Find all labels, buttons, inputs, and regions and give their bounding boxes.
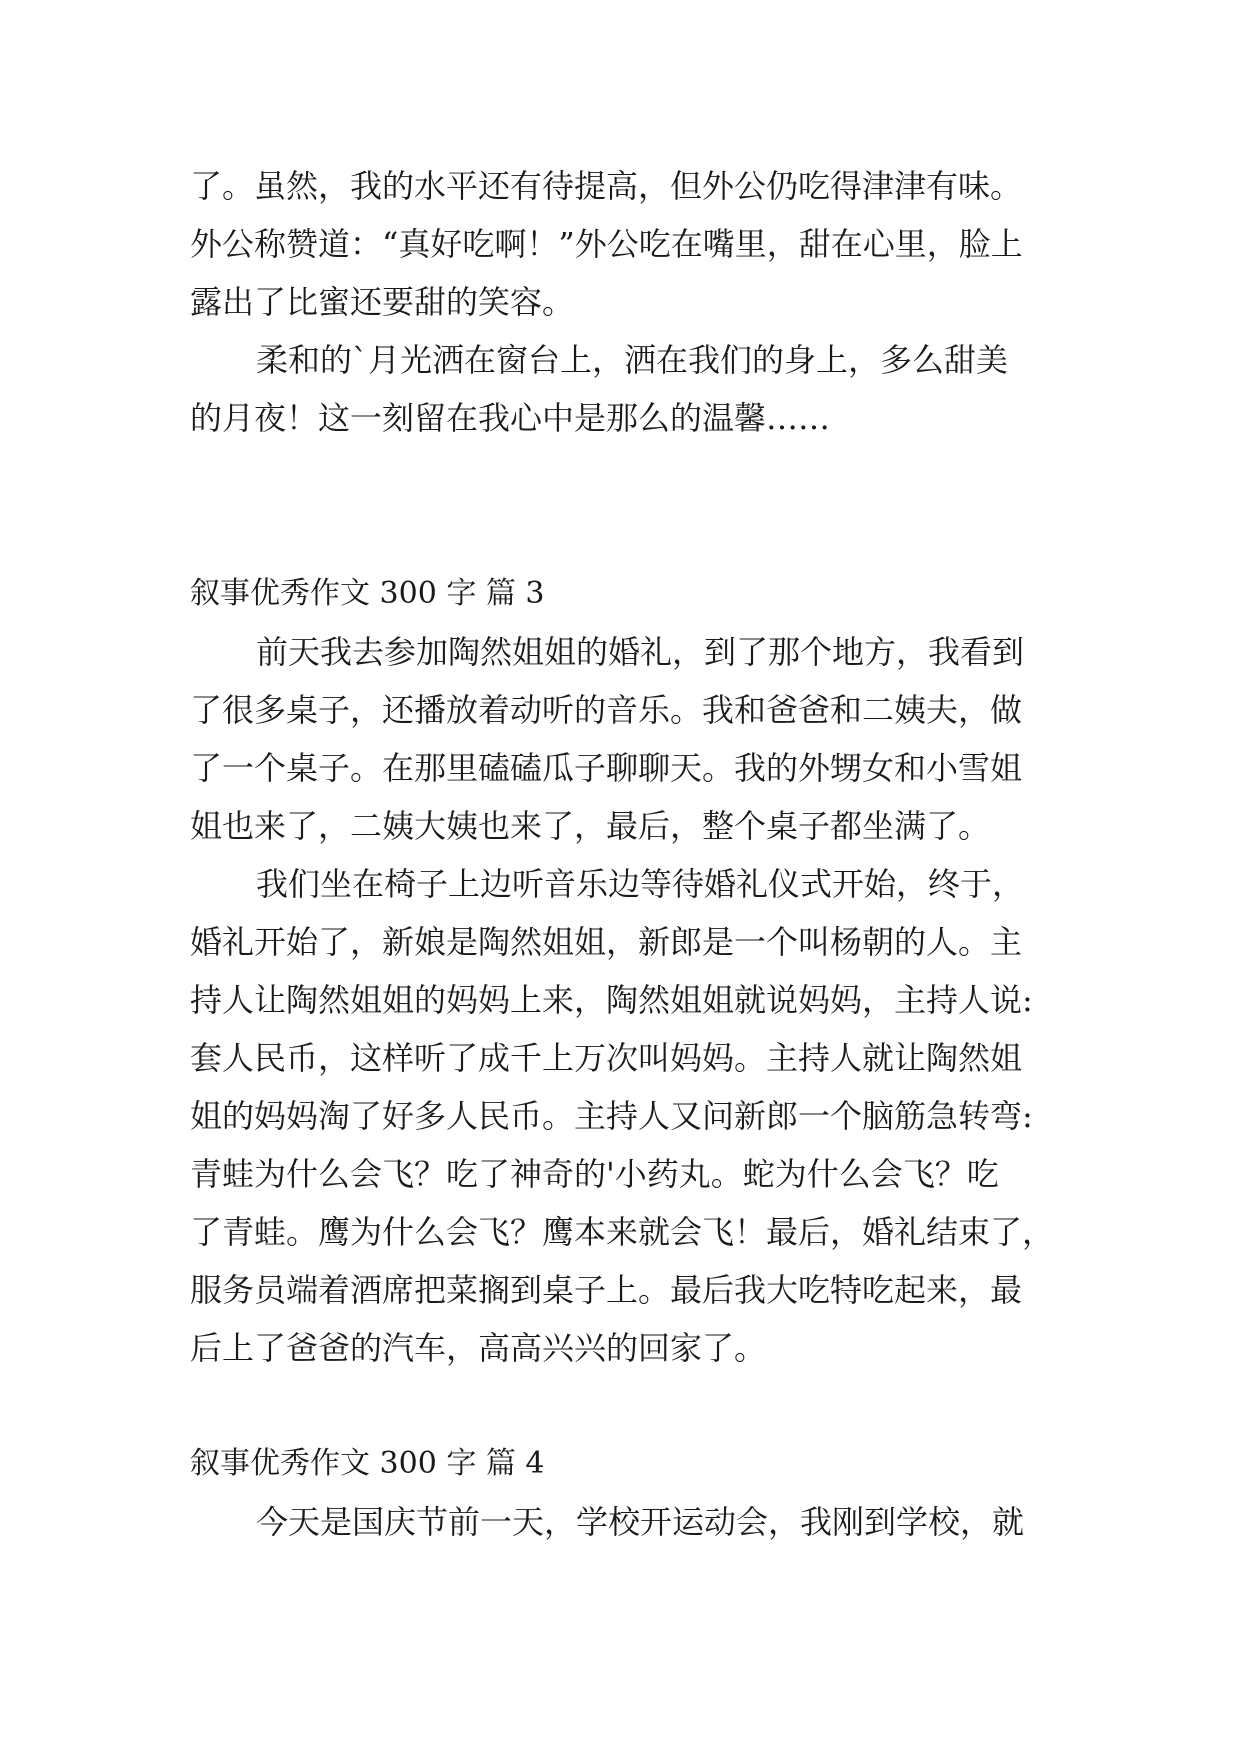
text-line: 姐的妈妈淘了好多人民币。主持人又问新郎一个脑筋急转弯:	[190, 1097, 1033, 1135]
text-line: 了。虽然，我的水平还有待提高，但外公仍吃得津津有味。	[190, 167, 1023, 205]
text-line: 婚礼开始了，新娘是陶然姐姐，新郎是一个叫杨朝的人。主	[190, 923, 1023, 961]
section-heading: 叙事优秀作文 300 字 篇 4	[190, 1446, 545, 1481]
text-line: 露出了比蜜还要甜的笑容。	[190, 283, 575, 321]
text-line: 的月夜！这一刻留在我心中是那么的温馨……	[190, 399, 831, 437]
section-heading: 叙事优秀作文 300 字 篇 3	[190, 576, 545, 611]
text-line: 套人民币，这样听了成千上万次叫妈妈。主持人就让陶然姐	[190, 1039, 1023, 1077]
text-line: 服务员端着酒席把菜搁到桌子上。最后我大吃特吃起来，最	[190, 1271, 1023, 1309]
text-line: 了青蛙。鹰为什么会飞？鹰本来就会飞！最后，婚礼结束了，	[190, 1213, 1055, 1251]
text-line: 青蛙为什么会飞？吃了神奇的'小药丸。蛇为什么会飞？吃	[190, 1155, 999, 1193]
text-line: 外公称赞道：“真好吃啊！”外公吃在嘴里，甜在心里，脸上	[190, 225, 1023, 263]
text-line: 前天我去参加陶然姐姐的婚礼，到了那个地方，我看到	[256, 633, 1025, 671]
text-line: 姐也来了，二姨大姨也来了，最后，整个桌子都坐满了。	[190, 807, 991, 845]
text-line: 柔和的`月光洒在窗台上，洒在我们的身上，多么甜美	[256, 341, 1009, 379]
text-line: 了很多桌子，还播放着动听的音乐。我和爸爸和二姨夫，做	[190, 691, 1023, 729]
text-line: 今天是国庆节前一天，学校开运动会，我刚到学校，就	[256, 1503, 1025, 1541]
text-line: 了一个桌子。在那里磕磕瓜子聊聊天。我的外甥女和小雪姐	[190, 749, 1023, 787]
text-line: 后上了爸爸的汽车，高高兴兴的回家了。	[190, 1329, 767, 1367]
text-line: 我们坐在椅子上边听音乐边等待婚礼仪式开始，终于，	[256, 865, 1025, 903]
text-line: 持人让陶然姐姐的妈妈上来，陶然姐姐就说妈妈，主持人说:	[190, 981, 1033, 1019]
